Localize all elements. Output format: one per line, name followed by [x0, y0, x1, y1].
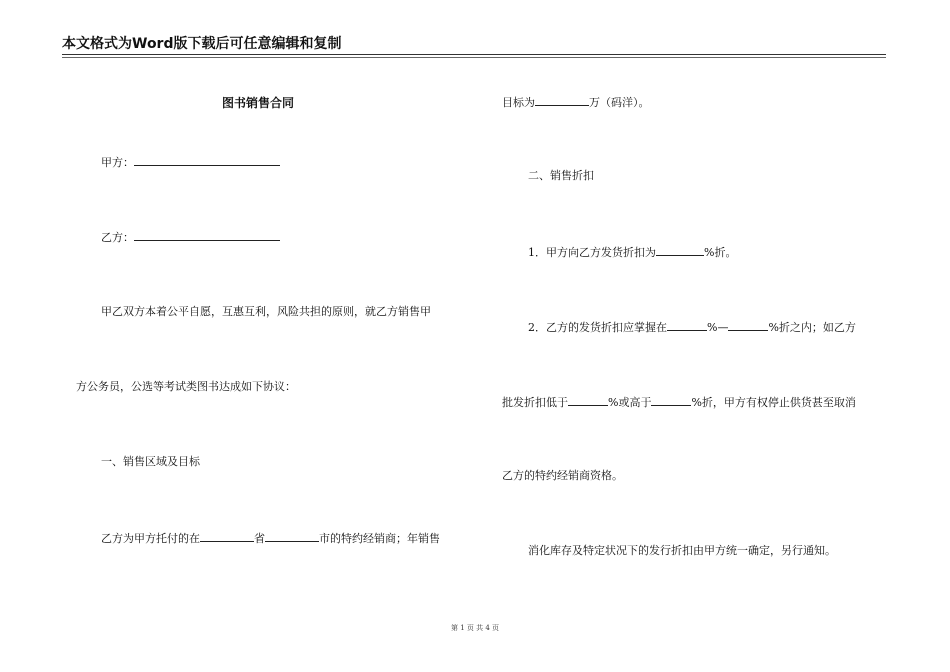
- item2-line1: [528, 319, 856, 335]
- item2-l2-text-a: 批发折扣低于: [502, 396, 568, 409]
- item2-l2-text-b: %或高于: [608, 396, 652, 409]
- s1-p2-text-b: 万（码洋）。: [589, 96, 650, 109]
- s1-p1-text-c: 市的特约经销商；年销售: [319, 532, 440, 545]
- item2-min-blank: [667, 319, 707, 331]
- item1: [528, 244, 736, 260]
- target-blank: [535, 94, 589, 106]
- item2-line2: [502, 394, 856, 410]
- item2-l2-text-c: %折，甲方有权停止供货甚至取消: [691, 396, 856, 409]
- item2-low-blank: [568, 394, 608, 406]
- party-a-blank: [134, 154, 280, 166]
- item2-high-blank: [651, 394, 691, 406]
- note-paragraph: 消化库存及特定状况下的发行折扣由甲方统一确定，另行通知。: [528, 544, 836, 557]
- item1-text-b: %折。: [704, 246, 737, 259]
- item2-line3: 乙方的特约经销商资格。: [502, 469, 623, 482]
- s1-p1-text-a: 乙方为甲方托付的在: [101, 532, 200, 545]
- party-a-line: [101, 154, 280, 170]
- item2-text-c: %折之内；如乙方: [768, 321, 856, 334]
- item1-text-a: 1．甲方向乙方发货折扣为: [528, 246, 656, 259]
- item2-text-b: %—: [707, 321, 729, 334]
- s1-para1: [101, 530, 440, 546]
- party-b-label: 乙方：: [101, 231, 134, 244]
- para1-line1: 甲乙双方本着公平自愿，互惠互利，风险共担的原则，就乙方销售甲: [101, 305, 431, 318]
- party-a-label: 甲方：: [101, 156, 134, 169]
- city-blank: [265, 530, 319, 542]
- header-text: 本文格式为Word版下载后可任意编辑和复制: [62, 36, 342, 52]
- section2-heading: 二、销售折扣: [528, 169, 594, 182]
- province-blank: [200, 530, 254, 542]
- page-footer: 第 1 页 共 4 页: [450, 624, 500, 632]
- document-title: 图书销售合同: [222, 96, 295, 110]
- s1-p2-text-a: 目标为: [502, 96, 535, 109]
- item1-discount-blank: [656, 244, 704, 256]
- s1-para2: [502, 94, 650, 110]
- para1-line2: 方公务员，公选等考试类图书达成如下协议：: [76, 380, 296, 393]
- section1-heading: 一、销售区域及目标: [101, 455, 200, 468]
- s1-p1-text-b: 省: [254, 532, 265, 545]
- item2-max-blank: [728, 319, 768, 331]
- header-rule: [62, 57, 886, 58]
- page-header: [62, 35, 886, 55]
- party-b-blank: [134, 229, 280, 241]
- item2-text-a: 2．乙方的发货折扣应掌握在: [528, 321, 667, 334]
- party-b-line: [101, 229, 280, 245]
